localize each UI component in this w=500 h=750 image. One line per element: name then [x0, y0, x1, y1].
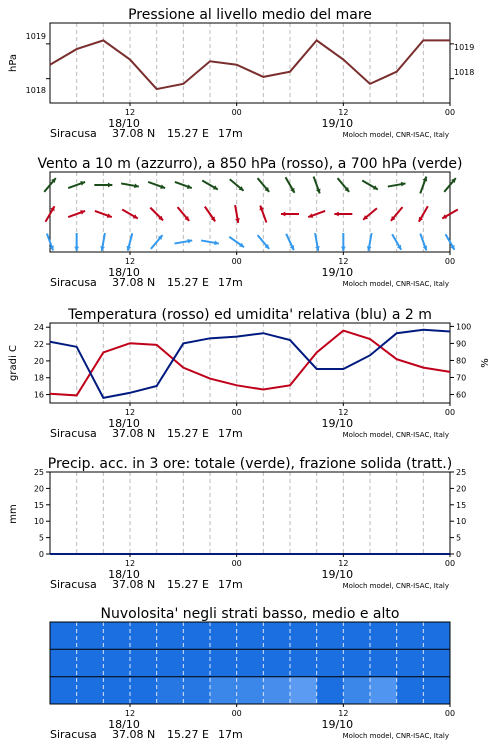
wind-arrow-head	[281, 212, 285, 217]
station-name: Siracusa	[50, 276, 97, 289]
rh-ytick-label: 60	[456, 390, 467, 400]
x-tick-label: 12	[338, 257, 349, 266]
pressure-frame	[50, 23, 450, 103]
precip-ytick-label-right: 15	[456, 500, 467, 510]
x-date-label: 19/10	[321, 718, 354, 731]
clouds-cells	[50, 622, 451, 705]
cloud-cell-basso	[317, 677, 344, 705]
cloud-cell-medio	[290, 649, 317, 677]
wind-arrow-10-m	[367, 233, 372, 251]
wind-arrow-10-m	[174, 239, 192, 244]
cloud-cell-alto	[183, 622, 210, 650]
precip-ytick-label-right: 25	[456, 468, 467, 477]
x-tick-label: 12	[338, 709, 349, 718]
precip-ylabel: mm	[8, 504, 19, 524]
pressure-panel	[8, 7, 474, 140]
precip-ytick-label-right: 10	[456, 517, 467, 527]
cloud-cell-basso	[343, 677, 370, 705]
precip-ytick-label-left: 20	[33, 484, 44, 494]
wind-title: Vento a 10 m (azzurro), a 850 hPa (rosso), a 700 hPa (verde)	[37, 156, 463, 172]
precip-ytick-label-left: 10	[33, 517, 44, 527]
station-lon: 15.27 E	[167, 728, 209, 741]
precip-ytick-label-left: 25	[33, 468, 44, 477]
x-date-label: 19/10	[321, 266, 354, 279]
cloud-cell-medio	[263, 649, 290, 677]
rh-ytick-label: 100	[456, 322, 472, 332]
rh-ylabel: %	[480, 358, 491, 368]
temp-rh-series	[50, 330, 450, 398]
cloud-cell-medio	[317, 649, 344, 677]
cloud-cell-basso	[50, 677, 77, 705]
wind-arrow-head	[341, 247, 346, 251]
pressure-series	[50, 40, 450, 89]
precip-y-ticks	[34, 468, 466, 559]
model-credit: Moloch model, CNR-ISAC, Italy	[342, 582, 449, 590]
station-alt: 17m	[218, 427, 243, 440]
cloud-cell-basso	[423, 677, 450, 705]
cloud-cell-medio	[237, 649, 264, 677]
station-name: Siracusa	[50, 728, 97, 741]
x-tick-label: 00	[231, 559, 242, 568]
x-tick-label: 12	[124, 559, 136, 568]
cloud-cell-medio	[77, 649, 104, 677]
rh-ytick-label: 80	[456, 356, 467, 366]
cloud-cell-basso	[370, 677, 397, 705]
cloud-cell-basso	[290, 677, 317, 705]
temp-ytick-label: 18	[33, 373, 44, 383]
temp-ytick-label: 16	[33, 390, 44, 400]
clouds-x-axis	[50, 704, 455, 741]
x-date-label: 18/10	[108, 117, 140, 130]
temp-rh-panel	[8, 307, 491, 440]
x-tick-label: 00	[231, 257, 242, 266]
pressure-line	[50, 40, 450, 89]
x-tick-label: 12	[124, 408, 136, 417]
pressure-y-ticks	[26, 32, 475, 95]
wind-arrow-head	[108, 183, 112, 188]
wind-arrow-head	[334, 212, 338, 217]
x-tick-label: 12	[338, 559, 349, 568]
station-lon: 15.27 E	[167, 127, 209, 140]
station-lat: 37.08 N	[112, 276, 156, 289]
wind-arrow-10-m	[74, 233, 79, 251]
cloud-cell-medio	[103, 649, 130, 677]
cloud-cell-medio	[130, 649, 157, 677]
cloud-cell-alto	[263, 622, 290, 650]
cloud-cell-basso	[263, 677, 290, 705]
x-tick-label: 12	[124, 108, 136, 117]
precip-ytick-label-right: 0	[456, 550, 462, 559]
x-tick-label: 12	[124, 709, 136, 718]
station-alt: 17m	[218, 728, 243, 741]
cloud-cell-basso	[77, 677, 104, 705]
x-tick-label: 00	[444, 559, 456, 568]
pressure-gridlines	[77, 23, 424, 103]
precip-title: Precip. acc. in 3 ore: totale (verde), frazione solida (tratt.)	[47, 456, 453, 472]
wind-arrow-10-m	[315, 233, 320, 251]
wind-arrow-850-hPa	[260, 206, 267, 223]
cloud-cell-basso	[237, 677, 264, 705]
x-date-label: 18/10	[108, 568, 140, 581]
x-tick-label: 00	[444, 257, 456, 266]
cloud-cell-basso	[157, 677, 184, 705]
model-credit: Moloch model, CNR-ISAC, Italy	[342, 732, 449, 740]
cloud-cell-alto	[423, 622, 450, 650]
x-tick-label: 00	[231, 709, 242, 718]
pressure-x-axis	[50, 103, 455, 140]
precip-x-axis	[50, 554, 455, 591]
wind-arrow-700-hPa	[420, 177, 427, 194]
station-lon: 15.27 E	[167, 427, 209, 440]
model-credit: Moloch model, CNR-ISAC, Italy	[342, 131, 449, 139]
cloud-cell-alto	[130, 622, 157, 650]
clouds-title: Nuvolosita' negli strati basso, medio e alto	[100, 606, 400, 622]
precip-frame	[50, 472, 450, 554]
cloud-cell-basso	[397, 677, 424, 705]
wind-arrow-10-m	[126, 233, 132, 250]
x-date-label: 18/10	[108, 718, 140, 731]
cloud-cell-alto	[290, 622, 317, 650]
precip-ytick-label-left: 5	[38, 533, 44, 543]
cloud-cell-medio	[423, 649, 450, 677]
wind-arrow-850-hPa	[235, 205, 240, 223]
rh-ytick-label: 90	[456, 339, 467, 349]
pressure-ytick-left-1019: 1019	[25, 32, 46, 41]
station-name: Siracusa	[50, 127, 97, 140]
temp-ylabel: gradi C	[8, 345, 19, 381]
cloud-cell-alto	[157, 622, 184, 650]
station-name: Siracusa	[50, 427, 97, 440]
cloud-cell-basso	[103, 677, 130, 705]
pressure-title: Pressione al livello medio del mare	[128, 7, 372, 23]
precip-panel	[8, 456, 466, 591]
x-date-label: 18/10	[108, 417, 140, 430]
temp-ytick-label: 24	[33, 323, 44, 333]
wind-arrows	[44, 177, 458, 251]
station-name: Siracusa	[50, 578, 97, 591]
station-alt: 17m	[218, 578, 243, 591]
pressure-ylabel: hPa	[8, 53, 19, 73]
cloud-cell-medio	[343, 649, 370, 677]
wind-arrow-10-m	[341, 233, 346, 251]
station-alt: 17m	[218, 276, 243, 289]
x-tick-label: 00	[231, 408, 242, 417]
x-tick-label: 00	[231, 108, 242, 117]
cloud-cell-basso	[210, 677, 237, 705]
station-lat: 37.08 N	[112, 578, 156, 591]
model-credit: Moloch model, CNR-ISAC, Italy	[342, 280, 449, 288]
cloud-cell-medio	[210, 649, 237, 677]
wind-arrow-10-m	[100, 233, 105, 251]
temperature-line	[50, 331, 450, 396]
x-tick-label: 00	[444, 108, 456, 117]
temp-rh-x-axis	[50, 403, 455, 440]
precip-ytick-label-right: 5	[456, 533, 462, 543]
pressure-ytick-right-1019: 1019	[454, 43, 475, 52]
cloud-cell-medio	[157, 649, 184, 677]
station-lon: 15.27 E	[167, 276, 209, 289]
cloud-cell-alto	[237, 622, 264, 650]
wind-x-axis	[50, 252, 455, 289]
cloud-cell-medio	[370, 649, 397, 677]
station-alt: 17m	[218, 127, 243, 140]
precip-ytick-label-right: 20	[456, 484, 467, 494]
cloud-cell-alto	[370, 622, 397, 650]
wind-panel	[37, 156, 462, 289]
x-tick-label: 12	[124, 257, 136, 266]
precip-gridlines	[77, 472, 424, 554]
station-lat: 37.08 N	[112, 728, 156, 741]
x-date-label: 19/10	[321, 417, 354, 430]
x-date-label: 19/10	[321, 117, 354, 130]
temp-rh-title: Temperatura (rosso) ed umidita' relativa (blu) a 2 m	[68, 307, 432, 323]
x-tick-label: 12	[338, 108, 349, 117]
cloud-cell-alto	[103, 622, 130, 650]
cloud-cell-alto	[317, 622, 344, 650]
pressure-ytick-left-1018: 1018	[25, 86, 46, 95]
x-tick-label: 00	[444, 408, 456, 417]
x-tick-label: 00	[444, 709, 456, 718]
x-date-label: 18/10	[108, 266, 140, 279]
cloud-cell-alto	[77, 622, 104, 650]
temp-ytick-label: 20	[33, 356, 44, 366]
pressure-ytick-right-1018: 1018	[454, 68, 475, 77]
cloud-cell-alto	[210, 622, 237, 650]
cloud-cell-alto	[397, 622, 424, 650]
rh-ytick-label: 70	[456, 373, 467, 383]
temp-ytick-label: 22	[33, 340, 44, 350]
model-credit: Moloch model, CNR-ISAC, Italy	[342, 431, 449, 439]
station-lat: 37.08 N	[112, 427, 156, 440]
cloud-cell-medio	[50, 649, 77, 677]
station-lon: 15.27 E	[167, 578, 209, 591]
wind-arrow-head	[74, 247, 79, 251]
cloud-cell-medio	[183, 649, 210, 677]
cloud-cell-alto	[50, 622, 77, 650]
cloud-cell-basso	[130, 677, 157, 705]
station-lat: 37.08 N	[112, 127, 156, 140]
x-date-label: 19/10	[321, 568, 354, 581]
cloud-cell-medio	[397, 649, 424, 677]
x-tick-label: 12	[338, 408, 349, 417]
clouds-panel	[50, 606, 455, 741]
precip-ytick-label-left: 15	[33, 500, 44, 510]
cloud-cell-basso	[183, 677, 210, 705]
cloud-cell-alto	[343, 622, 370, 650]
precip-ytick-label-left: 0	[38, 550, 44, 559]
